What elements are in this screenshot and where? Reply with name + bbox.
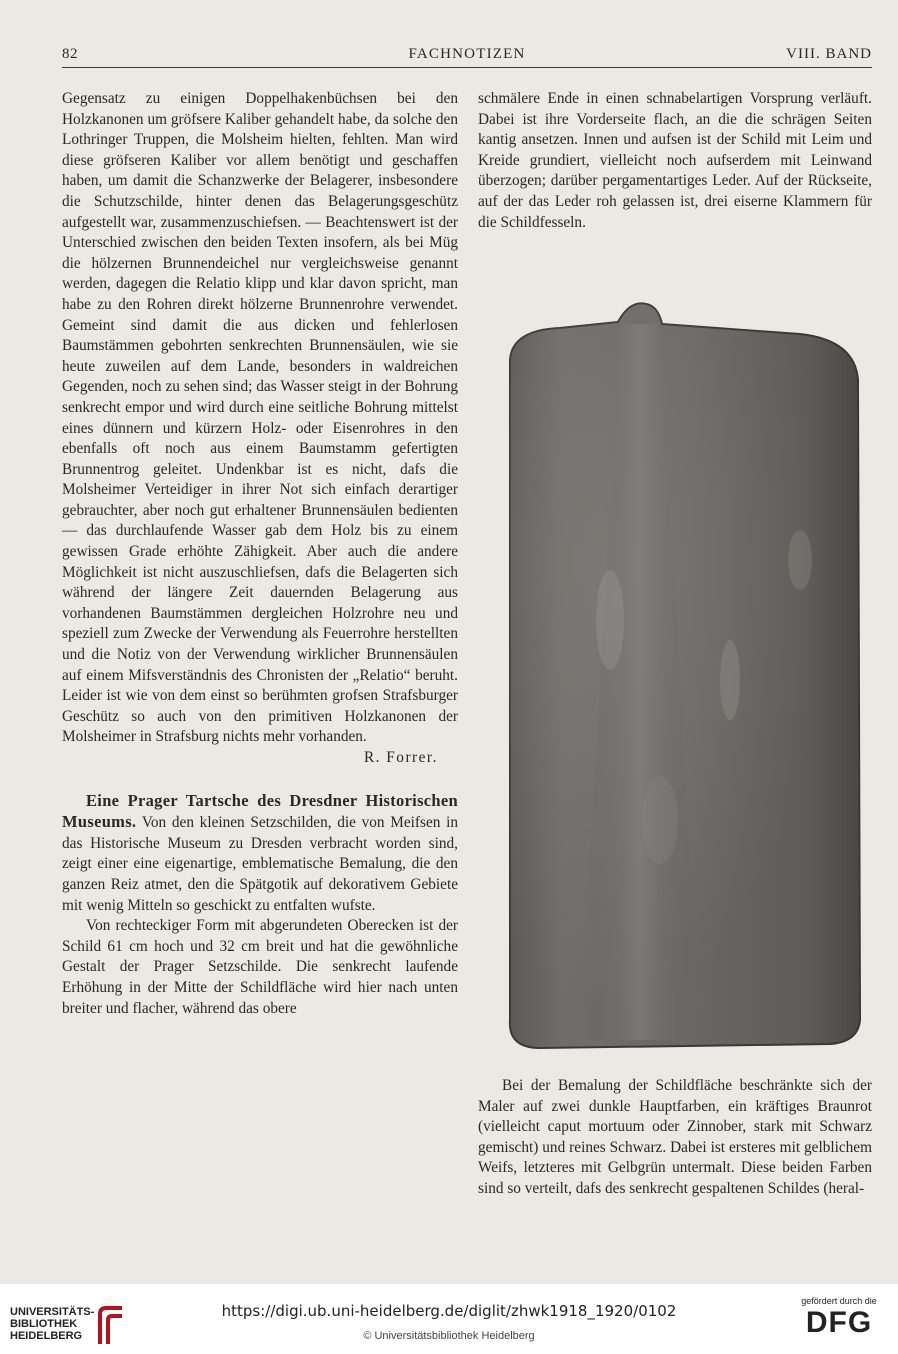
footer <box>0 1284 898 1354</box>
dfg-logo[interactable] <box>794 1296 884 1348</box>
shield-photograph <box>500 300 872 1060</box>
section-title: FACHNOTIZEN <box>408 46 526 62</box>
volume-label: VIII. BAND <box>786 46 872 62</box>
tartsche-shield-image <box>500 300 872 1060</box>
right-column-bottom <box>478 1076 872 1200</box>
paragraph-painting: Bei der Bemalung der Schildfläche beschränkte sich der Maler auf zwei dunkle Hauptfarben, ein kräftiges Braunrot (vielleicht caput mortuum oder Zinnober, stark mit Schwarz gemischt) und reines Schwarz. Dabei ist ersteres mit gelblichem Weifs, letzteres mit Gelbgrün untermalt. Diese beiden Farben sind so verteilt, dafs des senkrecht gespaltenen Schildes (heral- <box>478 1077 872 1197</box>
page-number: 82 <box>62 46 78 62</box>
paragraph-form: Von rechteckiger Form mit abgerundeten Oberecken ist der Schild 61 cm hoch und 32 cm breit und hat die gewöhnliche Gestalt der Prager Setzschilde. Die senkrecht laufende Erhöhung in der Mitte der Schildfläche wird hier nach unten breiter und flacher, während das obere <box>62 917 458 1017</box>
paragraph-molsheim: Gegensatz zu einigen Doppelhakenbüchsen bei den Holzkanonen um gröfsere Kaliber gehandelt habe, da solche den Lothringer Truppen, die Molsheim hielten, fehlten. Man wird diese gröfseren Kaliber vor allem benötigt und geschaffen haben, um damit die Schanzwerke der Belagerer, insbesondere die Schutzschilde, hinter denen das Belagerungsgeschütz aufgestellt war, zusammenzuschiefsen. — Beachtenswert ist der Unterschied zwischen den beiden Texten insofern, als bei Müg die hölzernen Brunnendeichel nur vergleichsweise genannt werden, dagegen die Relatio klipp und klar davon spricht, man habe zu den Rohren direkt hölzerne Brunnenrohre verwendet. Gemeint sind damit die aus dicken und fehlerlosen Baumstämmen gebohrten senkrechten Brunnensäulen, wie sie heute zuweilen auf dem Lande, besonders in waldreichen Gegenden, noch zu sehen sind; das Wasser steigt in der Bohrung senkrecht empor und wird durch eine seitliche Bohrung mittelst eines dünnern und kürzern Holz- oder Eisenrohres in den ebenfalls oft noch aus einem Baumstamm gefertigten Brunnentrog geleitet. Undenkbar ist es nicht, dafs die Molsheimer Verteidiger in ihrer Not sich einfach derartiger gebrauchter, aber noch gut erhaltener Brunnensäulen bedienten — das durchlaufende Wasser gab dem Holz bis zu einem gewissen Grade erhöhte Zähigkeit. Aber auch die andere Möglichkeit ist nicht auszuschliefsen, dafs die Belagerten sich während der längere Zeit dauernden Belagerung aus vorhandenen Baumstämmen dergleichen Holzrohre neu und speziell zum Zwecke der Verwendung als Feuerrohre herstellten und die Notiz von der Verwendung wirklicher Brunnensäulen auf einem Mifsverständnis des Chronisten der „Relatio“ beruht. Leider ist wie von dem einst so berühmten grofsen Strafsburger Geschütz so auch von den primitiven Holzkanonen der Molsheimer in Strafsburg nichts mehr vorhanden. <box>62 90 458 746</box>
permalink-url[interactable]: https://digi.ub.uni-heidelberg.de/diglit/zhwk1918_1920/0102 <box>221 1302 677 1320</box>
copyright-notice: © Universitätsbibliothek Heidelberg <box>363 1330 535 1342</box>
header-rule <box>62 67 872 68</box>
left-column <box>62 89 458 1019</box>
article-heading: Eine Prager Tartsche des Dresdner Historischen Museums. <box>62 790 458 832</box>
paragraph-continuation: schmälere Ende in einen schnabelartigen Vorsprung verläuft. Dabei ist ihre Vorderseite flach, an die die schrägen Seiten kantig ansetzen. Innen und aufsen ist der Schild mit Leim und Kreide grundiert, vielleicht noch aufserdem mit Leinwand überzogen; darüber pergamentartiges Leder. Auf der Rückseite, auf der das Leder roh gelassen ist, drei eiserne Klammern für die Schildfesseln. <box>478 90 872 231</box>
funding-note: gefördert durch die <box>801 1296 877 1306</box>
running-header <box>62 40 872 70</box>
article-intro: Eine Prager Tartsche des Dresdner Historischen Museums. Von den kleinen Setzschilden, die von Meifsen in das Historische Museum zu Dresden verbracht worden sind, zeigt einer eine eigenartige, emblematische Bemalung, die den ganzen Reiz atmet, den die Spätgotik auf dekorativem Gebiete mit wenig Mitteln so geschickt zu entfalten wufste. <box>62 790 458 914</box>
dfg-wordmark: DFG <box>805 1306 873 1339</box>
library-name: UNIVERSITÄTS- BIBLIOTHEK HEIDELBERG <box>10 1306 95 1342</box>
author-signature: R. Forrer. <box>363 749 438 766</box>
right-column-top <box>478 89 872 233</box>
